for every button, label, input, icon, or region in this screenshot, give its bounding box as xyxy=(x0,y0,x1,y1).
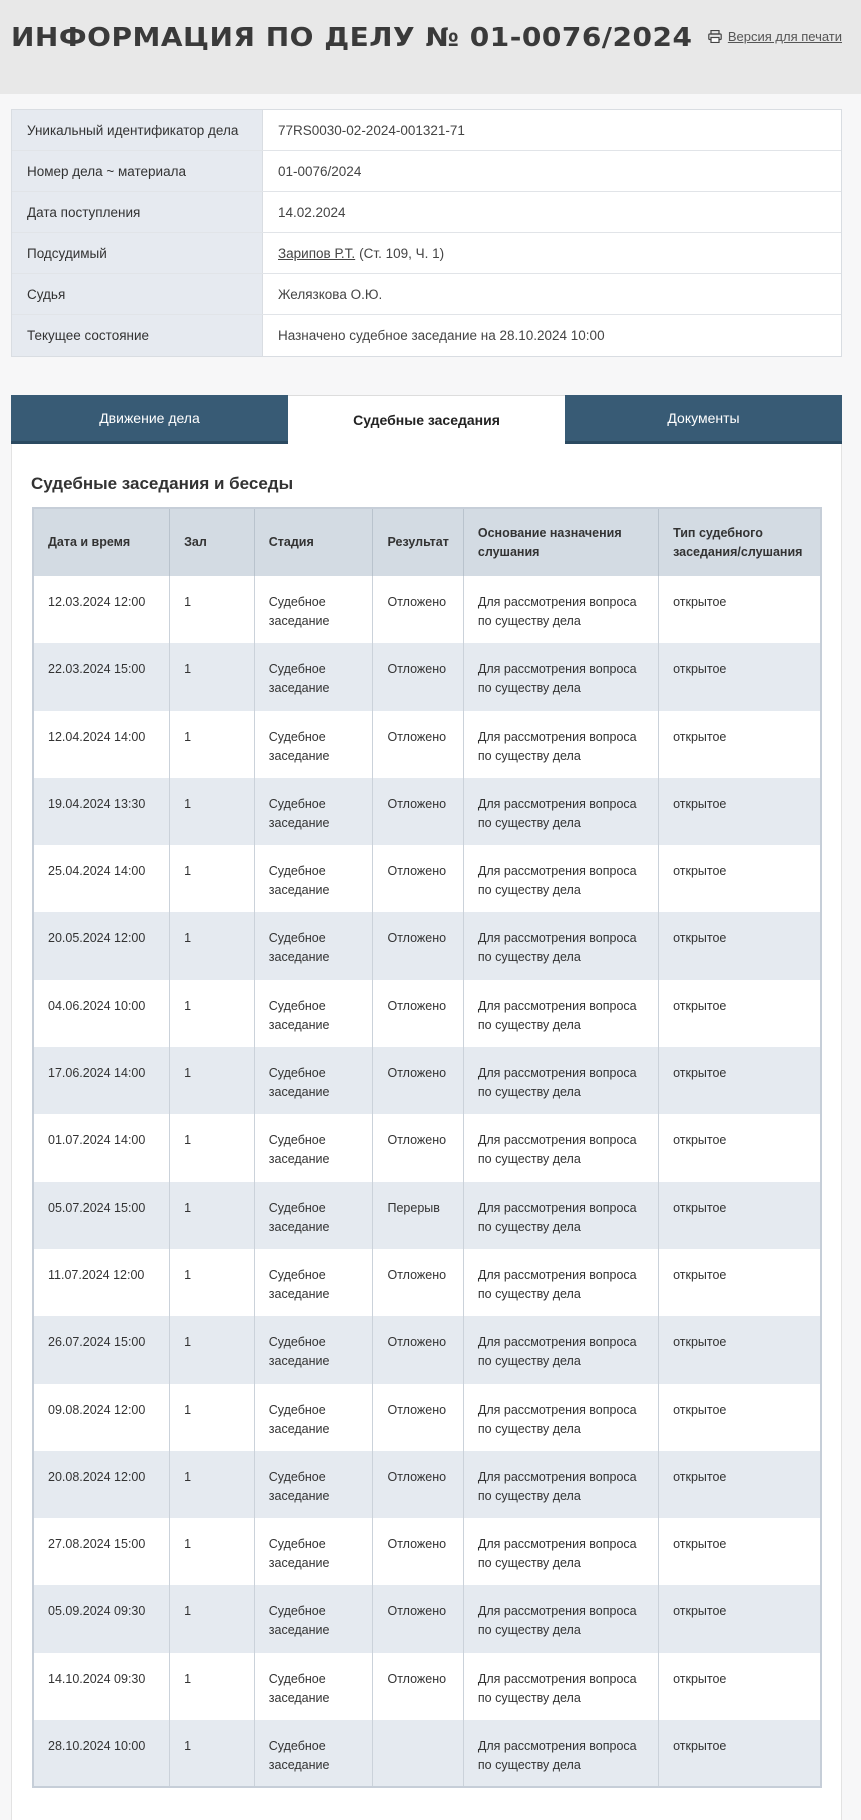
info-value: 01-0076/2024 xyxy=(278,163,362,179)
hearing-result: Перерыв xyxy=(373,1182,463,1249)
hearing-basis: Для рассмотрения вопроса по существу дела xyxy=(463,1047,658,1114)
info-row-received-date xyxy=(12,192,841,233)
hearing-datetime: 09.08.2024 12:00 xyxy=(33,1384,170,1451)
section-title: Судебные заседания и беседы xyxy=(31,474,294,493)
hearing-stage: Судебное заседание xyxy=(254,1585,373,1652)
table-row xyxy=(33,778,821,845)
table-row xyxy=(33,1182,821,1249)
column-header: Тип судебного заседания/слушания xyxy=(659,508,821,576)
column-header: Дата и время xyxy=(33,508,170,576)
hearing-basis: Для рассмотрения вопроса по существу дела xyxy=(463,1451,658,1518)
table-row xyxy=(33,1316,821,1383)
hearing-datetime: 27.08.2024 15:00 xyxy=(33,1518,170,1585)
hearing-type: открытое xyxy=(659,1518,821,1585)
column-header: Зал xyxy=(170,508,255,576)
table-row xyxy=(33,1114,821,1181)
hearing-basis: Для рассмотрения вопроса по существу дела xyxy=(463,1653,658,1720)
info-label: Подсудимый xyxy=(12,233,263,273)
hearing-basis: Для рассмотрения вопроса по существу дела xyxy=(463,1316,658,1383)
hearing-stage: Судебное заседание xyxy=(254,845,373,912)
info-row-uid xyxy=(12,110,841,151)
hearing-result: Отложено xyxy=(373,912,463,979)
hearing-type: открытое xyxy=(659,643,821,710)
info-label: Судья xyxy=(12,274,263,314)
hearing-datetime: 14.10.2024 09:30 xyxy=(33,1653,170,1720)
hearing-datetime: 17.06.2024 14:00 xyxy=(33,1047,170,1114)
table-row xyxy=(33,912,821,979)
table-row xyxy=(33,643,821,710)
hearing-room: 1 xyxy=(170,1518,255,1585)
hearing-datetime: 26.07.2024 15:00 xyxy=(33,1316,170,1383)
hearing-basis: Для рассмотрения вопроса по существу дела xyxy=(463,711,658,778)
hearing-result: Отложено xyxy=(373,778,463,845)
hearing-room: 1 xyxy=(170,980,255,1047)
hearing-room: 1 xyxy=(170,1720,255,1787)
hearing-basis: Для рассмотрения вопроса по существу дела xyxy=(463,1585,658,1652)
hearing-stage: Судебное заседание xyxy=(254,1316,373,1383)
hearing-stage: Судебное заседание xyxy=(254,980,373,1047)
hearing-basis: Для рассмотрения вопроса по существу дела xyxy=(463,1384,658,1451)
hearing-room: 1 xyxy=(170,1585,255,1652)
table-row xyxy=(33,1384,821,1451)
hearing-datetime: 19.04.2024 13:30 xyxy=(33,778,170,845)
hearing-stage: Судебное заседание xyxy=(254,778,373,845)
hearing-type: открытое xyxy=(659,1720,821,1787)
hearing-room: 1 xyxy=(170,845,255,912)
hearing-basis: Для рассмотрения вопроса по существу дела xyxy=(463,980,658,1047)
info-row-judge xyxy=(12,274,841,315)
hearing-stage: Судебное заседание xyxy=(254,1451,373,1518)
hearing-room: 1 xyxy=(170,1114,255,1181)
hearing-basis: Для рассмотрения вопроса по существу дела xyxy=(463,576,658,643)
hearing-basis: Для рассмотрения вопроса по существу дела xyxy=(463,1182,658,1249)
info-label: Номер дела ~ материала xyxy=(12,151,263,191)
hearing-datetime: 05.07.2024 15:00 xyxy=(33,1182,170,1249)
hearing-basis: Для рассмотрения вопроса по существу дела xyxy=(463,1249,658,1316)
hearing-type: открытое xyxy=(659,1316,821,1383)
hearing-stage: Судебное заседание xyxy=(254,1653,373,1720)
hearing-result: Отложено xyxy=(373,1114,463,1181)
info-row-defendant xyxy=(12,233,841,274)
table-row xyxy=(33,845,821,912)
table-row xyxy=(33,576,821,643)
hearing-stage: Судебное заседание xyxy=(254,912,373,979)
hearing-datetime: 22.03.2024 15:00 xyxy=(33,643,170,710)
hearing-room: 1 xyxy=(170,1384,255,1451)
hearing-datetime: 11.07.2024 12:00 xyxy=(33,1249,170,1316)
hearing-result xyxy=(373,1720,463,1787)
hearing-basis: Для рассмотрения вопроса по существу дела xyxy=(463,845,658,912)
hearing-datetime: 20.08.2024 12:00 xyxy=(33,1451,170,1518)
hearing-result: Отложено xyxy=(373,980,463,1047)
table-row xyxy=(33,1720,821,1787)
hearing-type: открытое xyxy=(659,1047,821,1114)
hearing-room: 1 xyxy=(170,1182,255,1249)
table-row xyxy=(33,1451,821,1518)
hearing-stage: Судебное заседание xyxy=(254,1720,373,1787)
hearing-type: открытое xyxy=(659,711,821,778)
hearing-type: открытое xyxy=(659,980,821,1047)
hearing-type: открытое xyxy=(659,1249,821,1316)
info-value: Назначено судебное заседание на 28.10.2024 10:00 xyxy=(278,328,605,343)
info-label: Текущее состояние xyxy=(12,315,263,356)
table-row xyxy=(33,1047,821,1114)
hearing-room: 1 xyxy=(170,1047,255,1114)
hearing-stage: Судебное заседание xyxy=(254,711,373,778)
hearing-type: открытое xyxy=(659,1182,821,1249)
info-label: Дата поступления xyxy=(12,192,263,232)
hearing-basis: Для рассмотрения вопроса по существу дела xyxy=(463,778,658,845)
hearing-datetime: 05.09.2024 09:30 xyxy=(33,1585,170,1652)
hearing-basis: Для рассмотрения вопроса по существу дела xyxy=(463,1518,658,1585)
info-row-status xyxy=(12,315,841,356)
hearing-datetime: 01.07.2024 14:00 xyxy=(33,1114,170,1181)
table-row xyxy=(33,1653,821,1720)
hearing-room: 1 xyxy=(170,643,255,710)
hearing-type: открытое xyxy=(659,1114,821,1181)
info-label: Уникальный идентификатор дела xyxy=(12,110,263,150)
hearing-type: открытое xyxy=(659,1384,821,1451)
hearing-stage: Судебное заседание xyxy=(254,1384,373,1451)
hearing-room: 1 xyxy=(170,912,255,979)
hearing-type: открытое xyxy=(659,1451,821,1518)
table-row xyxy=(33,1518,821,1585)
hearing-result: Отложено xyxy=(373,1316,463,1383)
case-info-table xyxy=(11,109,842,357)
hearing-room: 1 xyxy=(170,778,255,845)
hearing-datetime: 04.06.2024 10:00 xyxy=(33,980,170,1047)
column-header: Основание назначения слушания xyxy=(463,508,658,576)
hearing-datetime: 28.10.2024 10:00 xyxy=(33,1720,170,1787)
column-header: Результат xyxy=(373,508,463,576)
hearing-stage: Судебное заседание xyxy=(254,1518,373,1585)
info-value: 14.02.2024 xyxy=(278,204,346,220)
hearing-type: открытое xyxy=(659,1653,821,1720)
hearing-basis: Для рассмотрения вопроса по существу дела xyxy=(463,643,658,710)
column-header: Стадия xyxy=(254,508,373,576)
hearing-result: Отложено xyxy=(373,845,463,912)
tab-case-movement[interactable]: Движение дела xyxy=(11,395,288,444)
hearing-datetime: 25.04.2024 14:00 xyxy=(33,845,170,912)
hearings-panel xyxy=(11,444,842,1820)
hearing-type: открытое xyxy=(659,1585,821,1652)
info-value: 77RS0030-02-2024-001321-71 xyxy=(278,122,465,138)
case-tabs xyxy=(11,395,842,444)
defendant-link[interactable]: Зарипов Р.Т. xyxy=(278,245,356,261)
hearing-type: открытое xyxy=(659,778,821,845)
table-row xyxy=(33,711,821,778)
hearing-result: Отложено xyxy=(373,576,463,643)
hearing-result: Отложено xyxy=(373,1585,463,1652)
hearing-type: открытое xyxy=(659,912,821,979)
hearing-room: 1 xyxy=(170,1316,255,1383)
page-title: ИНФОРМАЦИЯ ПО ДЕЛУ № 01-0076/2024 xyxy=(11,22,693,53)
print-version-label: Версия для печати xyxy=(727,29,842,44)
info-value xyxy=(263,233,841,273)
hearing-room: 1 xyxy=(170,576,255,643)
hearing-stage: Судебное заседание xyxy=(254,1182,373,1249)
hearing-result: Отложено xyxy=(373,1384,463,1451)
hearing-result: Отложено xyxy=(373,643,463,710)
hearing-room: 1 xyxy=(170,1249,255,1316)
page-header xyxy=(0,0,861,94)
hearing-stage: Судебное заседание xyxy=(254,576,373,643)
hearing-room: 1 xyxy=(170,1451,255,1518)
hearing-result: Отложено xyxy=(373,1653,463,1720)
info-value: Желязкова О.Ю. xyxy=(278,286,383,302)
hearing-datetime: 12.03.2024 12:00 xyxy=(33,576,170,643)
hearing-basis: Для рассмотрения вопроса по существу дела xyxy=(463,1114,658,1181)
hearing-datetime: 20.05.2024 12:00 xyxy=(33,912,170,979)
table-header-row xyxy=(33,508,821,576)
hearing-stage: Судебное заседание xyxy=(254,1114,373,1181)
tab-court-hearings[interactable]: Судебные заседания xyxy=(288,395,565,444)
hearing-result: Отложено xyxy=(373,1451,463,1518)
table-row xyxy=(33,1585,821,1652)
hearing-room: 1 xyxy=(170,1653,255,1720)
hearing-stage: Судебное заседание xyxy=(254,1047,373,1114)
hearing-result: Отложено xyxy=(373,1047,463,1114)
hearing-result: Отложено xyxy=(373,1518,463,1585)
hearing-basis: Для рассмотрения вопроса по существу дела xyxy=(463,1720,658,1787)
hearing-type: открытое xyxy=(659,576,821,643)
hearing-result: Отложено xyxy=(373,1249,463,1316)
printer-icon xyxy=(708,30,722,43)
tab-documents[interactable]: Документы xyxy=(565,395,842,444)
hearing-basis: Для рассмотрения вопроса по существу дела xyxy=(463,912,658,979)
hearings-table xyxy=(32,507,822,1788)
hearing-result: Отложено xyxy=(373,711,463,778)
defendant-article: (Ст. 109, Ч. 1) xyxy=(359,245,445,261)
hearing-stage: Судебное заседание xyxy=(254,643,373,710)
hearing-datetime: 12.04.2024 14:00 xyxy=(33,711,170,778)
table-row xyxy=(33,980,821,1047)
info-row-case-number xyxy=(12,151,841,192)
print-version-link[interactable] xyxy=(708,29,842,44)
table-row xyxy=(33,1249,821,1316)
hearing-type: открытое xyxy=(659,845,821,912)
hearing-stage: Судебное заседание xyxy=(254,1249,373,1316)
hearing-room: 1 xyxy=(170,711,255,778)
